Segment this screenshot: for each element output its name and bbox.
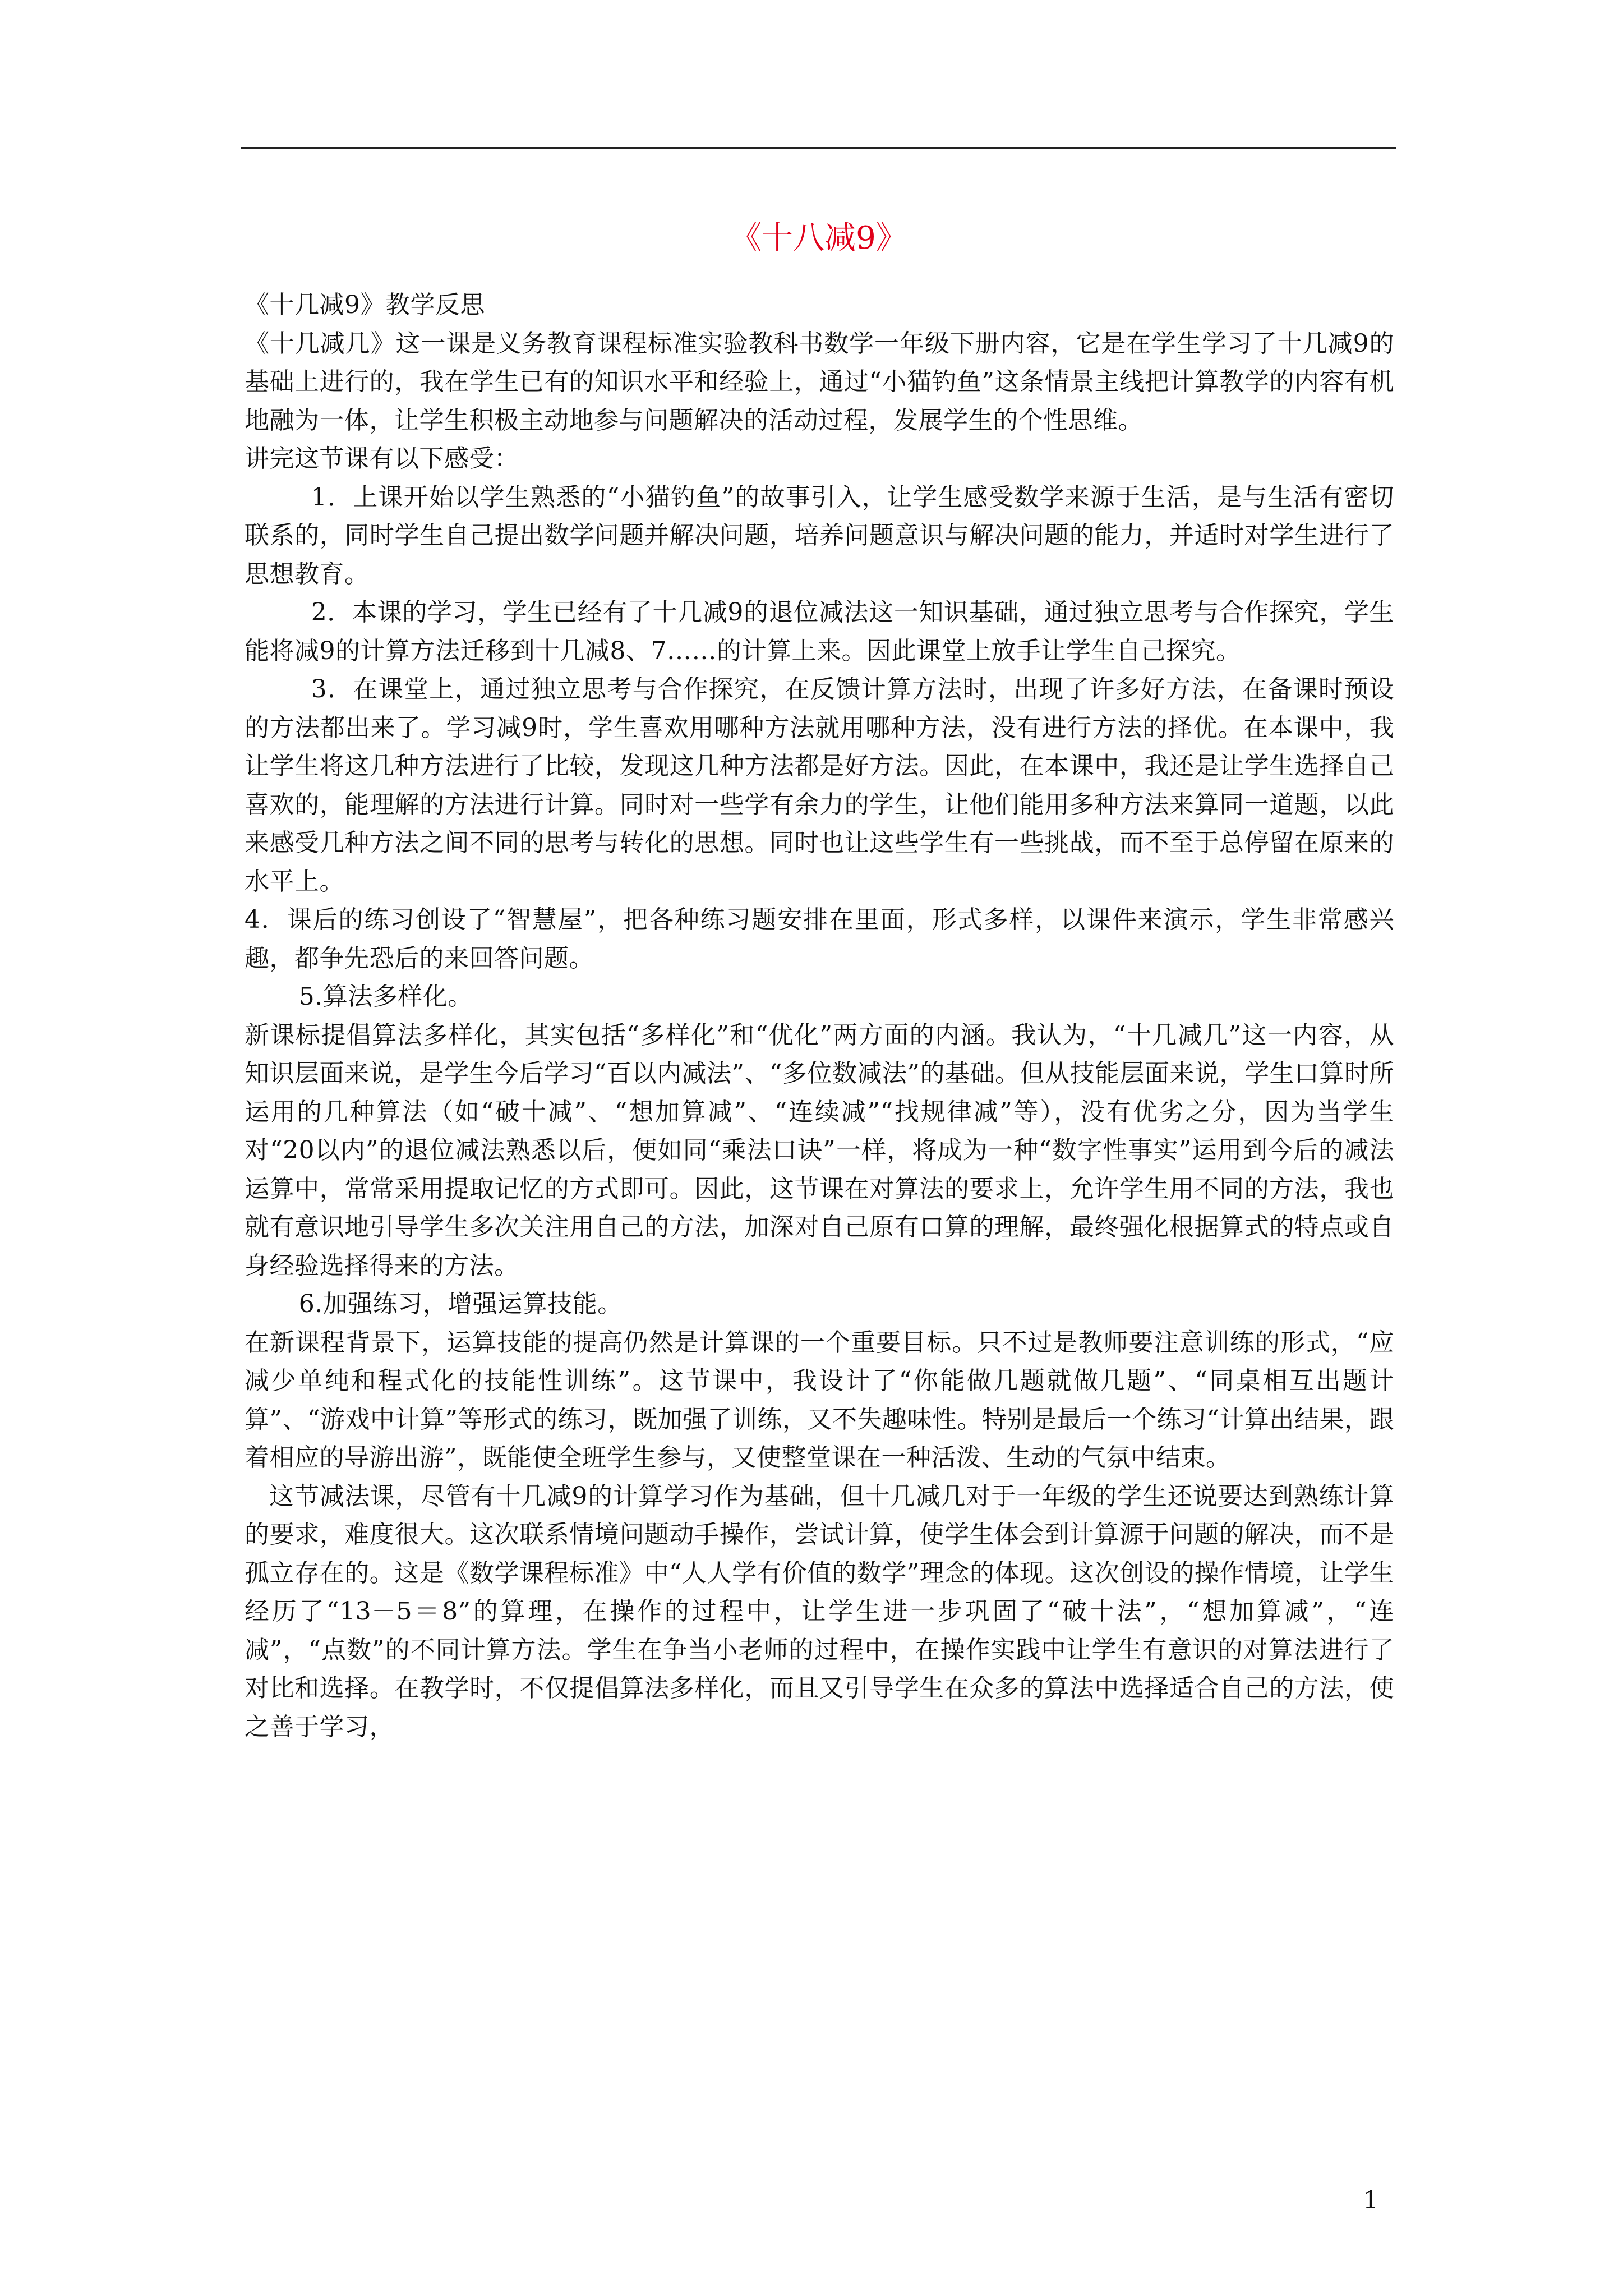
- reflection-heading: 《十几减9》教学反思: [245, 291, 485, 319]
- header-rule: [241, 147, 1396, 149]
- document-title: 《十八减9》: [730, 220, 907, 256]
- point-3-paragraph: 3．在课堂上，通过独立思考与合作探究，在反馈计算方法时，出现了许多好方法，在备课时预设的方法都出来了。学习减9时，学生喜欢用哪种方法就用哪种方法，没有进行方法的择优。在本课中，我让学生将这几种方法进行了比较，发现这几种方法都是好方法。因此，在本课中，我还是让学生选择自己喜欢的，能理解的方法进行计算。同时对一些学有余力的学生，让他们能用多种方法来算同一道题，以此来感受几种方法之间不同的思考与转化的思想。同时也让这些学生有一些挑战，而不至于总停留在原来的水平上。: [245, 675, 1394, 896]
- algorithm-diversity-paragraph: 新课标提倡算法多样化，其实包括“多样化”和“优化”两方面的内涵。我认为，“十几减几”这一内容，从知识层面来说，是学生今后学习“百以内减法”、“多位数减法”的基础。但从技能层面来说，学生口算时所运用的几种算法（如“破十减”、“想加算减”、“连续减”“找规律减”等），没有优劣之分，因为当学生对“20以内”的退位减法熟悉以后，便如同“乘法口诀”一样，将成为一种“数字性事实”运用到今后的减法运算中，常常采用提取记忆的方式即可。因此，这节课在对算法的要求上，允许学生用不同的方法，我也就有意识地引导学生多次关注用自己的方法，加深对自己原有口算的理解，最终强化根据算式的特点或自身经验选择得来的方法。: [245, 1020, 1394, 1280]
- point-5-heading: 5.算法多样化。: [298, 982, 473, 1011]
- point-2-paragraph: 2．本课的学习，学生已经有了十几减9的退位减法这一知识基础，通过独立思考与合作探究，学生能将减9的计算方法迁移到十几减8、7……的计算上来。因此课堂上放手让学生自己探究。: [245, 598, 1394, 665]
- point-6-heading: 6.加强练习，增强运算技能。: [298, 1290, 623, 1318]
- practice-paragraph: 在新课程背景下，运算技能的提高仍然是计算课的一个重要目标。只不过是教师要注意训练的形式，“应减少单纯和程式化的技能性训练”。这节课中，我设计了“你能做几题就做几题”、“同桌相互出题计算”、“游戏中计算”等形式的练习，既加强了训练，又不失趣味性。特别是最后一个练习“计算出结果，跟着相应的导游出游”，既能使全班学生参与，又使整堂课在一种活泼、生动的气氛中结束。: [245, 1328, 1394, 1472]
- intro-paragraph: 《十几减几》这一课是义务教育课程标准实验教科书数学一年级下册内容，它是在学生学习了十几减9的基础上进行的，我在学生已有的知识水平和经验上，通过“小猫钓鱼”这条情景主线把计算教学的内容有机地融为一体，让学生积极主动地参与问题解决的活动过程，发展学生的个性思维。: [245, 329, 1394, 435]
- document-body: [245, 286, 1394, 1746]
- page-number: 1: [1363, 2186, 1378, 2215]
- point-1-paragraph: 1．上课开始以学生熟悉的“小猫钓鱼”的故事引入，让学生感受数学来源于生活，是与生活有密切联系的，同时学生自己提出数学问题并解决问题，培养问题意识与解决问题的能力，并适时对学生进行了思想教育。: [245, 482, 1394, 588]
- point-4-paragraph: 4．课后的练习创设了“智慧屋”，把各种练习题安排在里面，形式多样，以课件来演示，学生非常感兴趣，都争先恐后的来回答问题。: [245, 905, 1394, 973]
- summary-paragraph: 这节减法课，尽管有十几减9的计算学习作为基础，但十几减几对于一年级的学生还说要达到熟练计算的要求，难度很大。这次联系情境问题动手操作，尝试计算，使学生体会到计算源于问题的解决，而不是孤立存在的。这是《数学课程标准》中“人人学有价值的数学”理念的体现。这次创设的操作情境，让学生经历了“13－5＝8”的算理，在操作的过程中，让学生进一步巩固了“破十法”，“想加算减”，“连减”，“点数”的不同计算方法。学生在争当小老师的过程中，在操作实践中让学生有意识的对算法进行了对比和选择。在教学时，不仅提倡算法多样化，而且又引导学生在众多的算法中选择适合自己的方法，使之善于学习，: [245, 1481, 1394, 1741]
- feelings-lead: 讲完这节课有以下感受：: [245, 444, 519, 473]
